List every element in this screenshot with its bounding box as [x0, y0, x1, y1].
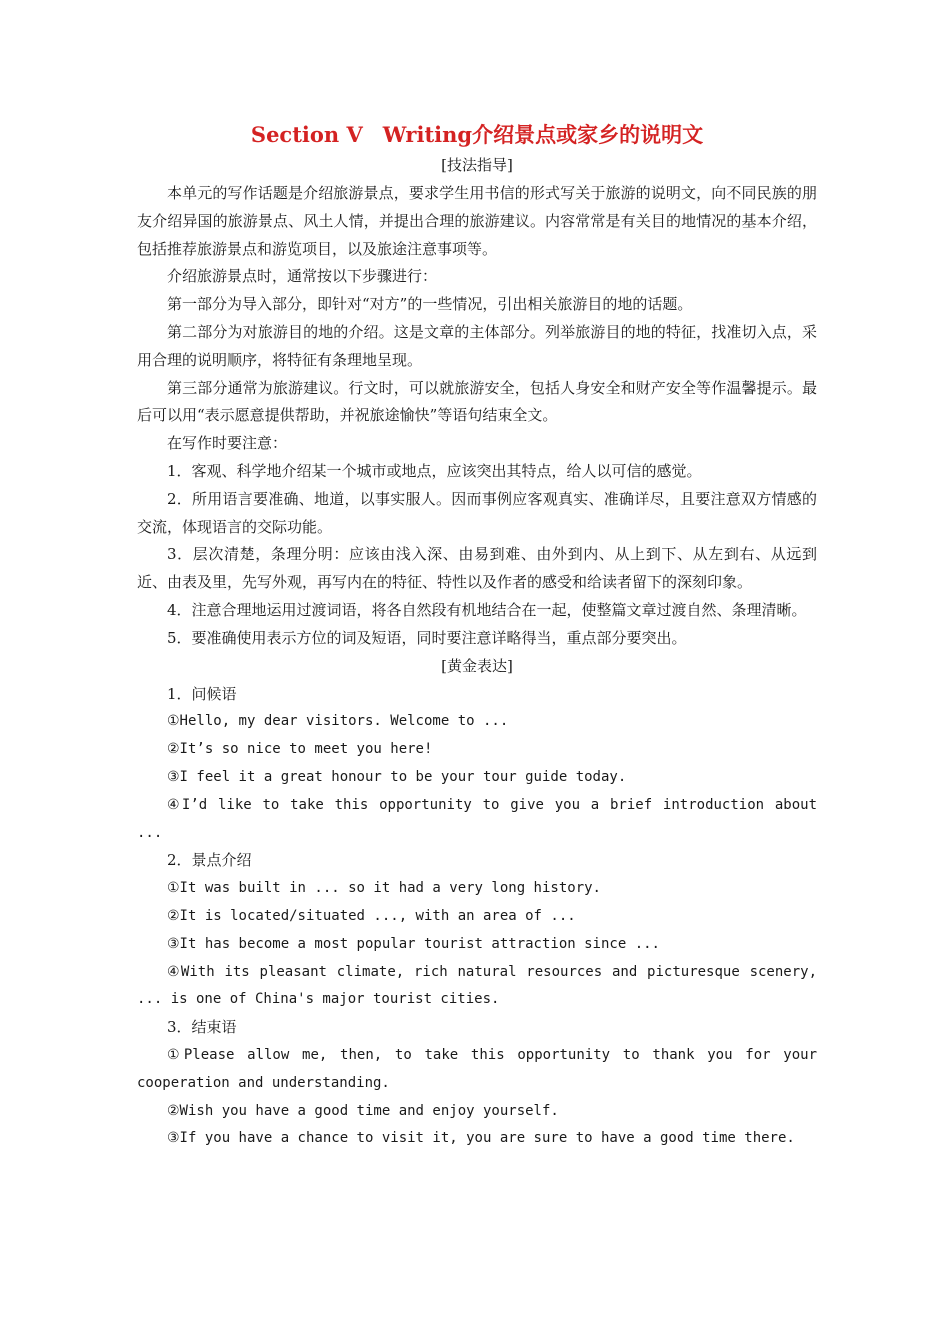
list-item: 1．客观、科学地介绍某一个城市或地点，应该突出其特点，给人以可信的感觉。	[167, 461, 702, 480]
subheading: 3．结束语	[167, 1018, 237, 1037]
paragraph: 本单元的写作话题是介绍旅游景点，要求学生用书信的形式写关于旅游的说明文，向不同民族的朋友介绍异国的旅游景点、风土人情，并提出合理的旅游建议。内容常常是有关目的地情况的基本介绍，包括推荐旅游景点和游览项目，以及旅途注意事项等。	[137, 184, 817, 258]
paragraph: 第二部分为对旅游目的地的介绍。这是文章的主体部分。列举旅游目的地的特征，找准切入点，采用合理的说明顺序，将特征有条理地呈现。	[137, 322, 817, 369]
paragraph: 第三部分通常为旅游建议。行文时，可以就旅游安全，包括人身安全和财产安全等作温馨提示。最后可以用“表示愿意提供帮助，并祝旅途愉快”等语句结束全文。	[137, 378, 817, 425]
golden-heading: [黄金表达]	[441, 656, 513, 675]
paragraph: 在写作时要注意：	[167, 434, 288, 453]
paragraph: 介绍旅游景点时，通常按以下步骤进行：	[167, 267, 438, 286]
list-item: 5．要准确使用表示方位的词及短语，同时要注意详略得当，重点部分要突出。	[167, 628, 687, 647]
expression: ②It is located/situated ..., with an area of ...	[167, 907, 576, 924]
subheading: 1．问候语	[167, 684, 237, 703]
page-title	[137, 118, 817, 152]
guide-heading: [技法指导]	[441, 156, 513, 174]
list-item: 2．所用语言要准确、地道，以事实服人。因而事例应客观真实、准确详尽，且要注意双方情感的交流，体现语言的交际功能。	[137, 489, 817, 536]
list-item: 3．层次清楚，条理分明：应该由浅入深、由易到难、由外到内、从上到下、从左到右、从远到近、由表及里，先写外观，再写内在的特征、特性以及作者的感受和给读者留下的深刻印象。	[137, 545, 817, 592]
expression: ②It’s so nice to meet you here!	[167, 741, 433, 758]
expression: ③I feel it a great honour to be your tour guide today.	[167, 768, 627, 785]
expression: ③It has become a most popular tourist attraction since ...	[167, 935, 660, 952]
expression: ④I’d like to take this opportunity to give you a brief introduction about ...	[137, 796, 817, 841]
subheading: 2．景点介绍	[167, 851, 252, 870]
expression: ④With its pleasant climate, rich natural resources and picturesque scenery, ... is one of China's major tourist cities.	[137, 963, 817, 1008]
document-page	[137, 118, 817, 1153]
section-label: Section Ⅴ	[250, 122, 363, 147]
expression: ③If you have a chance to visit it, you are sure to have a good time there.	[167, 1130, 795, 1147]
expression: ①Please allow me, then, to take this opportunity to thank you for your cooperation and understanding.	[137, 1046, 817, 1091]
expression: ①Hello, my dear visitors. Welcome to ...	[167, 713, 509, 730]
guide-section	[137, 180, 817, 653]
paragraph: 第一部分为导入部分，即针对“对方”的一些情况，引出相关旅游目的地的话题。	[167, 295, 693, 314]
expression: ②Wish you have a good time and enjoy yourself.	[167, 1102, 559, 1119]
topic-label: Writing介绍景点或家乡的说明文	[382, 122, 704, 147]
list-item: 4．注意合理地运用过渡词语，将各自然段有机地结合在一起，使整篇文章过渡自然、条理清晰。	[167, 600, 807, 619]
golden-section	[137, 681, 817, 1154]
expression: ①It was built in ... so it had a very long history.	[167, 880, 601, 897]
